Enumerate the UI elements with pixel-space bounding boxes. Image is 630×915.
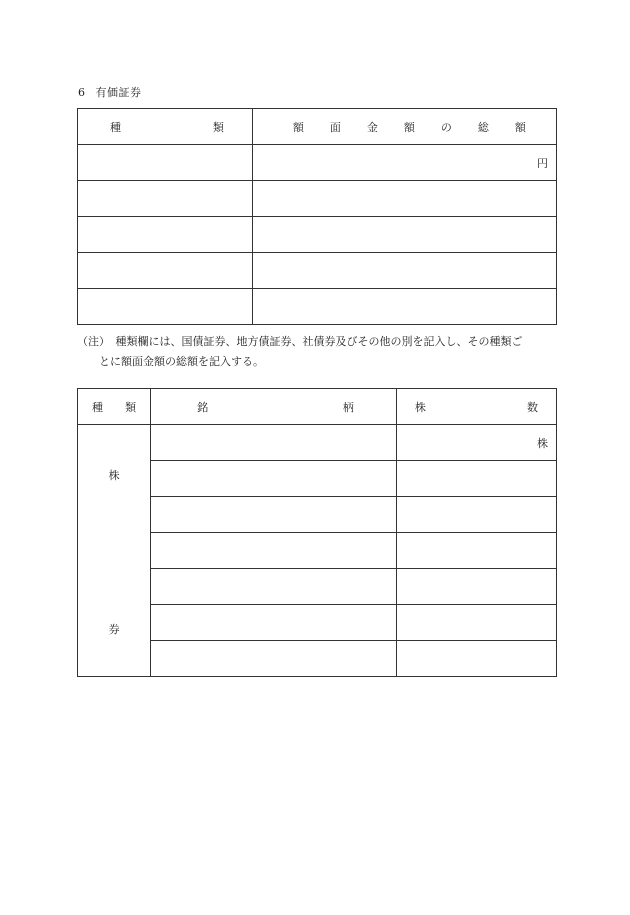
brand-cell[interactable] — [151, 569, 397, 605]
shares-cell[interactable] — [396, 425, 556, 461]
shares-header: 株 数 — [396, 389, 556, 425]
note-line-2: とに額面金額の総額を記入する。 — [99, 355, 264, 368]
section-title: 有価証券 — [95, 86, 142, 99]
brand-cell[interactable] — [151, 425, 397, 461]
kind-header: 種 類 — [78, 109, 253, 145]
brand-cell[interactable] — [151, 605, 397, 641]
amount-cell[interactable] — [252, 217, 556, 253]
table-header-row — [78, 109, 557, 145]
brand-cell[interactable] — [151, 641, 397, 677]
amount-cell[interactable] — [252, 253, 556, 289]
table-header-row — [78, 389, 557, 425]
shares-cell[interactable] — [396, 641, 556, 677]
table-row — [78, 289, 557, 325]
kind-cell[interactable] — [78, 217, 253, 253]
table-row — [78, 181, 557, 217]
table-row — [78, 253, 557, 289]
stock-kind-cell — [78, 425, 151, 677]
kind-cell[interactable] — [78, 253, 253, 289]
shares-cell[interactable] — [396, 461, 556, 497]
kind-label-stock: 株 — [108, 469, 120, 482]
table-row — [78, 425, 557, 461]
shares-cell[interactable] — [396, 569, 556, 605]
note — [77, 332, 557, 372]
shares-unit: 株 — [537, 436, 548, 450]
brand-header: 銘 柄 — [151, 389, 397, 425]
note-line-1: （注） 種類欄には、国債証券、地方債証券、社債券及びその他の別を記入し、その種類ご — [77, 335, 523, 348]
brand-cell[interactable] — [151, 497, 397, 533]
brand-cell[interactable] — [151, 533, 397, 569]
kind-header: 種 類 — [78, 389, 151, 425]
section-heading — [78, 84, 142, 100]
section-number: 6 — [78, 86, 86, 99]
kind-cell[interactable] — [78, 289, 253, 325]
kind-cell[interactable] — [78, 181, 253, 217]
yen-unit: 円 — [537, 156, 548, 170]
amount-cell[interactable] — [252, 289, 556, 325]
kind-label-certificate: 券 — [108, 623, 120, 636]
kind-cell[interactable] — [78, 145, 253, 181]
amount-cell[interactable] — [252, 181, 556, 217]
shares-cell[interactable] — [396, 605, 556, 641]
amount-cell[interactable] — [252, 145, 556, 181]
securities-table — [77, 108, 557, 325]
shares-cell[interactable] — [396, 533, 556, 569]
stock-table — [77, 388, 557, 677]
total-face-value-header: 額 面 金 額 の 総 額 — [252, 109, 556, 145]
brand-cell[interactable] — [151, 461, 397, 497]
shares-cell[interactable] — [396, 497, 556, 533]
table-row — [78, 217, 557, 253]
table-row — [78, 145, 557, 181]
